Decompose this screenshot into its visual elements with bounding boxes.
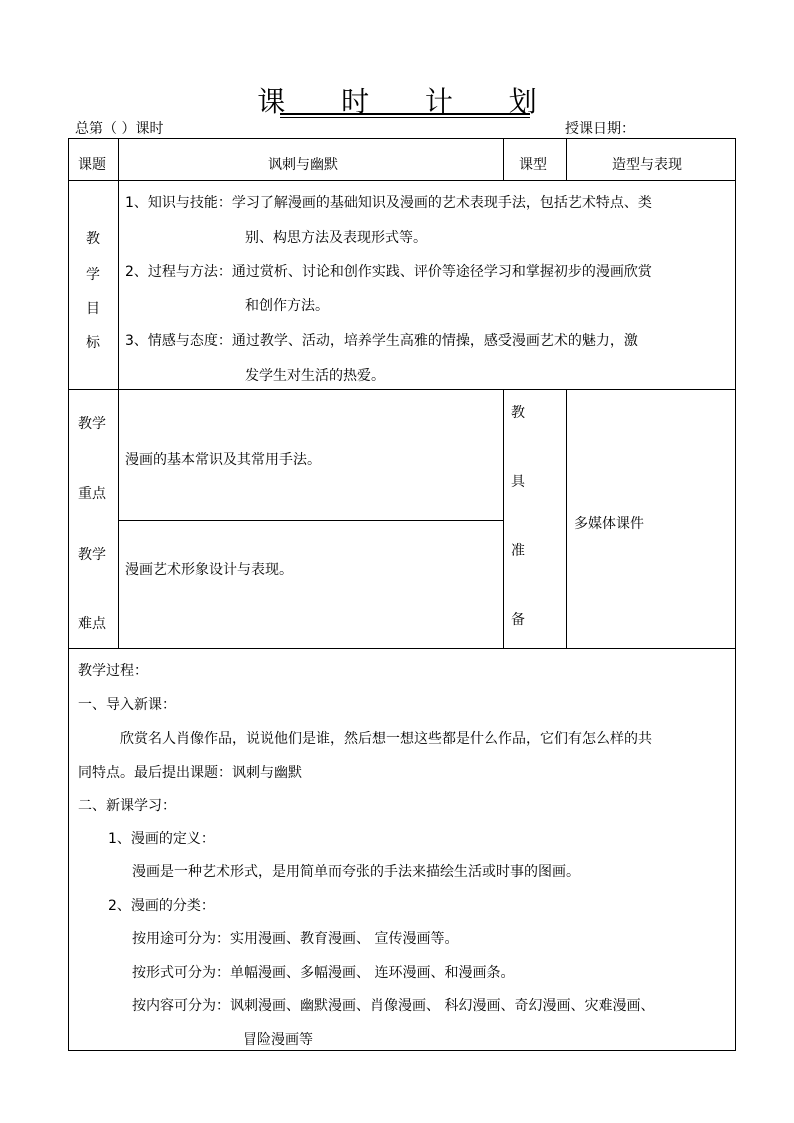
col-divider xyxy=(566,138,567,180)
objective-line: 发学生对生活的热爱。 xyxy=(245,368,385,384)
difficulty-content: 漫画艺术形象设计与表现。 xyxy=(125,562,293,578)
col-divider xyxy=(503,389,504,648)
title-char: 划 xyxy=(508,85,537,118)
section-heading: 一、导入新课： xyxy=(78,697,176,713)
keypoints-content: 漫画的基本常识及其常用手法。 xyxy=(125,452,321,468)
row-divider xyxy=(68,180,736,181)
col-divider xyxy=(503,138,504,180)
objective-line: 别、构思方法及表现形式等。 xyxy=(245,230,427,246)
lesson-date-label: 授课日期： xyxy=(565,121,635,137)
objectives-label-char: 学 xyxy=(86,267,100,283)
col-divider xyxy=(566,389,567,648)
row-divider xyxy=(68,389,736,390)
keypoints-label: 重点 xyxy=(78,486,106,502)
difficulty-label: 教学 xyxy=(78,547,106,563)
keypoints-label: 教学 xyxy=(78,416,106,432)
type-value: 造型与表现 xyxy=(612,157,682,173)
process-title: 教学过程： xyxy=(78,663,148,679)
topic-label: 课题 xyxy=(78,157,106,173)
difficulty-label: 难点 xyxy=(78,616,106,632)
objectives-label-char: 教 xyxy=(86,231,100,247)
objective-line: 2、过程与方法：通过赏析、讨论和创作实践、评价等途径学习和掌握初步的漫画欣赏 xyxy=(125,264,652,280)
row-divider xyxy=(118,520,503,521)
topic-value: 讽刺与幽默 xyxy=(268,157,338,173)
tools-label-char: 准 xyxy=(511,543,525,559)
title-char: 课 xyxy=(257,85,286,118)
section-heading: 二、新课学习： xyxy=(78,798,176,814)
objective-line: 1、知识与技能：学习了解漫画的基础知识及漫画的艺术表现手法，包括艺术特点、类 xyxy=(125,195,652,211)
subsection-heading: 1、漫画的定义： xyxy=(108,831,215,847)
type-label: 课型 xyxy=(519,157,547,173)
category-line: 冒险漫画等 xyxy=(243,1032,313,1048)
paragraph-line: 漫画是一种艺术形式，是用简单而夸张的手法来描绘生活或时事的图画。 xyxy=(132,864,580,880)
tools-label-char: 具 xyxy=(511,474,525,490)
category-line: 按内容可分为：讽刺漫画、幽默漫画、肖像漫画、 科幻漫画、奇幻漫画、灾难漫画、 xyxy=(132,998,655,1014)
title-underline xyxy=(280,113,530,115)
category-line: 按形式可分为：单幅漫画、多幅漫画、 连环漫画、和漫画条。 xyxy=(132,965,515,981)
objectives-label-char: 目 xyxy=(86,301,100,317)
objective-line: 和创作方法。 xyxy=(245,298,329,314)
title-char: 计 xyxy=(424,85,453,118)
paragraph-line: 同特点。最后提出课题：讽刺与幽默 xyxy=(78,765,302,781)
tools-content: 多媒体课件 xyxy=(574,516,644,532)
col-divider xyxy=(118,138,119,648)
tools-label-char: 备 xyxy=(511,612,525,628)
title-char: 时 xyxy=(341,85,370,118)
row-divider xyxy=(68,648,736,649)
tools-label-char: 教 xyxy=(511,405,525,421)
category-line: 按用途可分为：实用漫画、教育漫画、 宣传漫画等。 xyxy=(132,931,459,947)
objective-line: 3、情感与态度：通过教学、活动，培养学生高雅的情操，感受漫画艺术的魅力，激 xyxy=(125,333,638,349)
paragraph-line: 欣赏名人肖像作品，说说他们是谁，然后想一想这些都是什么作品，它们有怎么样的共 xyxy=(120,731,652,747)
title-underline xyxy=(280,117,530,118)
lesson-number: 总第（ ）课时 xyxy=(75,121,164,137)
objectives-label-char: 标 xyxy=(86,335,100,351)
subsection-heading: 2、漫画的分类： xyxy=(108,898,215,914)
